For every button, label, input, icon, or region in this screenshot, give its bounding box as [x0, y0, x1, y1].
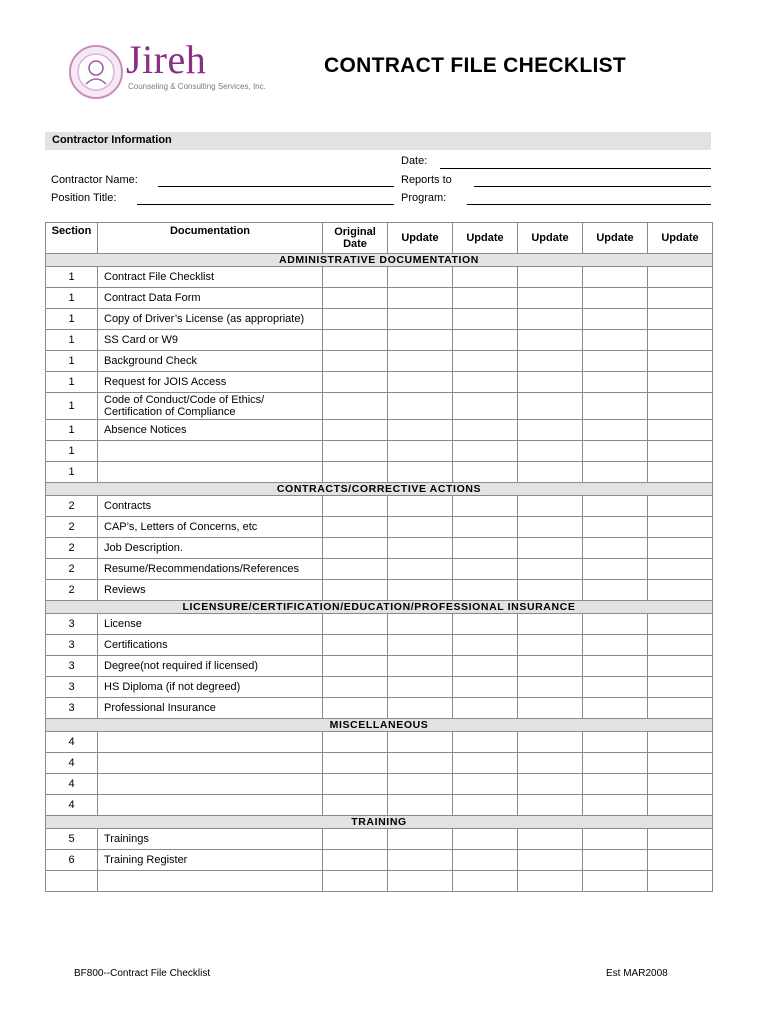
- original-date-cell[interactable]: [323, 656, 388, 677]
- update-cell-5[interactable]: [648, 829, 713, 850]
- update-cell-5[interactable]: [648, 288, 713, 309]
- update-cell-2[interactable]: [453, 871, 518, 892]
- update-cell-4[interactable]: [583, 871, 648, 892]
- table-row: [46, 393, 713, 420]
- update-cell-5[interactable]: [648, 330, 713, 351]
- update-cell-5[interactable]: [648, 517, 713, 538]
- update-cell-3[interactable]: [518, 614, 583, 635]
- logo-seal-icon: [68, 44, 124, 100]
- section-cell: 1: [46, 267, 98, 288]
- table-row: [46, 871, 713, 892]
- update-cell-5[interactable]: [648, 614, 713, 635]
- update-cell-2[interactable]: [453, 351, 518, 372]
- update-cell-3[interactable]: [518, 496, 583, 517]
- update-cell-1[interactable]: [388, 372, 453, 393]
- original-date-cell[interactable]: [323, 614, 388, 635]
- table-row: [46, 774, 713, 795]
- section-cell: 4: [46, 732, 98, 753]
- section-cell: 1: [46, 372, 98, 393]
- update-cell-1[interactable]: [388, 732, 453, 753]
- documentation-cell: HS Diploma (if not degreed): [98, 677, 323, 698]
- update-cell-3[interactable]: [518, 850, 583, 871]
- update-cell-4[interactable]: [583, 517, 648, 538]
- documentation-cell: Resume/Recommendations/References: [98, 559, 323, 580]
- group-header-row: [46, 719, 713, 732]
- update-cell-4[interactable]: [583, 635, 648, 656]
- update-cell-1[interactable]: [388, 829, 453, 850]
- documentation-cell: [98, 753, 323, 774]
- table-row: [46, 850, 713, 871]
- page-title: CONTRACT FILE CHECKLIST: [324, 54, 627, 77]
- original-date-cell[interactable]: [323, 441, 388, 462]
- update-cell-2[interactable]: [453, 288, 518, 309]
- section-cell: 4: [46, 774, 98, 795]
- original-date-cell[interactable]: [323, 517, 388, 538]
- company-logo: [68, 37, 268, 102]
- update-cell-1[interactable]: [388, 330, 453, 351]
- update-cell-3[interactable]: [518, 393, 583, 420]
- documentation-cell: Reviews: [98, 580, 323, 601]
- update-cell-1[interactable]: [388, 288, 453, 309]
- update-cell-3[interactable]: [518, 351, 583, 372]
- contractor-name-field[interactable]: [158, 186, 394, 187]
- update-cell-2[interactable]: [453, 420, 518, 441]
- documentation-cell: [98, 462, 323, 483]
- update-cell-5[interactable]: [648, 267, 713, 288]
- update-cell-4[interactable]: [583, 559, 648, 580]
- section-cell: 4: [46, 795, 98, 816]
- table-header-row: [46, 223, 713, 254]
- update-cell-1[interactable]: [388, 267, 453, 288]
- section-cell: 2: [46, 559, 98, 580]
- column-header-original-date: Original Date: [323, 223, 388, 254]
- update-cell-5[interactable]: [648, 774, 713, 795]
- update-cell-5[interactable]: [648, 753, 713, 774]
- documentation-cell: Training Register: [98, 850, 323, 871]
- update-cell-4[interactable]: [583, 698, 648, 719]
- section-cell: 1: [46, 393, 98, 420]
- documentation-cell: Copy of Driver’s License (as appropriate): [98, 309, 323, 330]
- documentation-cell: [98, 441, 323, 462]
- documentation-cell: License: [98, 614, 323, 635]
- documentation-cell: [98, 795, 323, 816]
- documentation-cell: Degree(not required if licensed): [98, 656, 323, 677]
- update-cell-1[interactable]: [388, 850, 453, 871]
- table-row: [46, 656, 713, 677]
- update-cell-5[interactable]: [648, 677, 713, 698]
- update-cell-1[interactable]: [388, 462, 453, 483]
- table-row: [46, 372, 713, 393]
- update-cell-5[interactable]: [648, 393, 713, 420]
- update-cell-1[interactable]: [388, 441, 453, 462]
- position-title-field[interactable]: [137, 204, 394, 205]
- documentation-cell: Trainings: [98, 829, 323, 850]
- update-cell-3[interactable]: [518, 635, 583, 656]
- update-cell-4[interactable]: [583, 420, 648, 441]
- table-row: [46, 580, 713, 601]
- update-cell-1[interactable]: [388, 656, 453, 677]
- section-cell: 3: [46, 614, 98, 635]
- original-date-cell[interactable]: [323, 850, 388, 871]
- contractor-info-heading: Contractor Information: [52, 134, 172, 146]
- section-cell: 2: [46, 496, 98, 517]
- update-cell-2[interactable]: [453, 309, 518, 330]
- update-cell-4[interactable]: [583, 393, 648, 420]
- table-row: [46, 538, 713, 559]
- section-cell: 2: [46, 538, 98, 559]
- column-header-section: Section: [46, 223, 98, 254]
- section-cell: 5: [46, 829, 98, 850]
- update-cell-3[interactable]: [518, 309, 583, 330]
- table-row: [46, 267, 713, 288]
- group-header-row: [46, 601, 713, 614]
- section-cell: 1: [46, 420, 98, 441]
- update-cell-4[interactable]: [583, 309, 648, 330]
- original-date-cell[interactable]: [323, 732, 388, 753]
- table-row: [46, 559, 713, 580]
- update-cell-2[interactable]: [453, 677, 518, 698]
- group-title: TRAINING: [46, 816, 713, 829]
- original-date-cell[interactable]: [323, 829, 388, 850]
- update-cell-2[interactable]: [453, 580, 518, 601]
- update-cell-5[interactable]: [648, 559, 713, 580]
- update-cell-1[interactable]: [388, 698, 453, 719]
- update-cell-1[interactable]: [388, 538, 453, 559]
- update-cell-5[interactable]: [648, 538, 713, 559]
- form-id: BF800--Contract File Checklist: [74, 968, 211, 979]
- original-date-cell[interactable]: [323, 309, 388, 330]
- original-date-cell[interactable]: [323, 635, 388, 656]
- update-cell-5[interactable]: [648, 441, 713, 462]
- update-cell-3[interactable]: [518, 580, 583, 601]
- group-header-row: [46, 483, 713, 496]
- table-row: [46, 420, 713, 441]
- update-cell-1[interactable]: [388, 496, 453, 517]
- table-row: [46, 309, 713, 330]
- section-cell: 1: [46, 330, 98, 351]
- group-title: ADMINISTRATIVE DOCUMENTATION: [46, 254, 713, 267]
- update-cell-3[interactable]: [518, 698, 583, 719]
- position-title-label: Position Title:: [51, 192, 117, 204]
- update-cell-1[interactable]: [388, 420, 453, 441]
- column-header-update-4: Update: [583, 223, 648, 254]
- column-header-update-3: Update: [518, 223, 583, 254]
- update-cell-1[interactable]: [388, 753, 453, 774]
- update-cell-3[interactable]: [518, 330, 583, 351]
- update-cell-4[interactable]: [583, 732, 648, 753]
- update-cell-4[interactable]: [583, 538, 648, 559]
- update-cell-2[interactable]: [453, 795, 518, 816]
- update-cell-2[interactable]: [453, 753, 518, 774]
- reports-to-field[interactable]: [474, 186, 711, 187]
- section-cell: 3: [46, 635, 98, 656]
- update-cell-2[interactable]: [453, 538, 518, 559]
- update-cell-3[interactable]: [518, 871, 583, 892]
- documentation-cell: Contracts: [98, 496, 323, 517]
- table-row: [46, 441, 713, 462]
- update-cell-4[interactable]: [583, 351, 648, 372]
- section-cell: [46, 871, 98, 892]
- update-cell-1[interactable]: [388, 517, 453, 538]
- update-cell-4[interactable]: [583, 372, 648, 393]
- update-cell-2[interactable]: [453, 330, 518, 351]
- checklist-body: [46, 254, 713, 892]
- documentation-cell: [98, 732, 323, 753]
- update-cell-4[interactable]: [583, 330, 648, 351]
- date-label: Date:: [401, 155, 428, 167]
- contractor-info-header: [45, 132, 711, 150]
- update-cell-1[interactable]: [388, 580, 453, 601]
- update-cell-3[interactable]: [518, 559, 583, 580]
- original-date-cell[interactable]: [323, 372, 388, 393]
- update-cell-4[interactable]: [583, 850, 648, 871]
- table-row: [46, 829, 713, 850]
- update-cell-2[interactable]: [453, 517, 518, 538]
- update-cell-4[interactable]: [583, 677, 648, 698]
- update-cell-5[interactable]: [648, 462, 713, 483]
- table-row: [46, 462, 713, 483]
- update-cell-2[interactable]: [453, 829, 518, 850]
- table-row: [46, 795, 713, 816]
- program-field[interactable]: [467, 204, 711, 205]
- documentation-cell: SS Card or W9: [98, 330, 323, 351]
- update-cell-3[interactable]: [518, 774, 583, 795]
- column-header-update-5: Update: [648, 223, 713, 254]
- group-title: CONTRACTS/CORRECTIVE ACTIONS: [46, 483, 713, 496]
- column-header-update-1: Update: [388, 223, 453, 254]
- logo-wordmark: Jireh: [126, 37, 207, 82]
- table-row: [46, 330, 713, 351]
- original-date-cell[interactable]: [323, 559, 388, 580]
- contractor-name-label: Contractor Name:: [51, 174, 138, 186]
- program-label: Program:: [401, 192, 447, 204]
- original-date-cell[interactable]: [323, 871, 388, 892]
- update-cell-4[interactable]: [583, 774, 648, 795]
- update-cell-5[interactable]: [648, 795, 713, 816]
- table-row: [46, 753, 713, 774]
- update-cell-5[interactable]: [648, 656, 713, 677]
- update-cell-5[interactable]: [648, 496, 713, 517]
- update-cell-5[interactable]: [648, 580, 713, 601]
- section-cell: 3: [46, 698, 98, 719]
- section-cell: 1: [46, 288, 98, 309]
- documentation-cell: Absence Notices: [98, 420, 323, 441]
- documentation-cell: Code of Conduct/Code of Ethics/ Certification of Compliance: [98, 393, 323, 420]
- update-cell-2[interactable]: [453, 393, 518, 420]
- documentation-cell: Certifications: [98, 635, 323, 656]
- update-cell-4[interactable]: [583, 441, 648, 462]
- section-cell: 1: [46, 441, 98, 462]
- update-cell-2[interactable]: [453, 774, 518, 795]
- table-row: [46, 351, 713, 372]
- column-header-documentation: Documentation: [98, 223, 323, 254]
- update-cell-3[interactable]: [518, 288, 583, 309]
- original-date-cell[interactable]: [323, 698, 388, 719]
- table-row: [46, 732, 713, 753]
- update-cell-2[interactable]: [453, 732, 518, 753]
- update-cell-3[interactable]: [518, 441, 583, 462]
- update-cell-3[interactable]: [518, 267, 583, 288]
- update-cell-2[interactable]: [453, 635, 518, 656]
- table-row: [46, 496, 713, 517]
- documentation-cell: [98, 871, 323, 892]
- update-cell-3[interactable]: [518, 829, 583, 850]
- original-date-cell[interactable]: [323, 267, 388, 288]
- update-cell-1[interactable]: [388, 774, 453, 795]
- original-date-cell[interactable]: [323, 462, 388, 483]
- update-cell-3[interactable]: [518, 732, 583, 753]
- update-cell-1[interactable]: [388, 309, 453, 330]
- update-cell-3[interactable]: [518, 462, 583, 483]
- original-date-cell[interactable]: [323, 288, 388, 309]
- update-cell-4[interactable]: [583, 288, 648, 309]
- original-date-cell[interactable]: [323, 580, 388, 601]
- update-cell-1[interactable]: [388, 351, 453, 372]
- update-cell-5[interactable]: [648, 850, 713, 871]
- original-date-cell[interactable]: [323, 753, 388, 774]
- update-cell-4[interactable]: [583, 795, 648, 816]
- original-date-cell[interactable]: [323, 538, 388, 559]
- documentation-cell: Contract Data Form: [98, 288, 323, 309]
- update-cell-4[interactable]: [583, 462, 648, 483]
- update-cell-4[interactable]: [583, 614, 648, 635]
- update-cell-4[interactable]: [583, 580, 648, 601]
- update-cell-2[interactable]: [453, 462, 518, 483]
- update-cell-4[interactable]: [583, 267, 648, 288]
- documentation-cell: Background Check: [98, 351, 323, 372]
- update-cell-1[interactable]: [388, 677, 453, 698]
- original-date-cell[interactable]: [323, 330, 388, 351]
- section-cell: 4: [46, 753, 98, 774]
- update-cell-4[interactable]: [583, 496, 648, 517]
- update-cell-3[interactable]: [518, 795, 583, 816]
- group-title: LICENSURE/CERTIFICATION/EDUCATION/PROFESSIONAL INSURANCE: [46, 601, 713, 614]
- update-cell-5[interactable]: [648, 372, 713, 393]
- update-cell-1[interactable]: [388, 871, 453, 892]
- update-cell-2[interactable]: [453, 267, 518, 288]
- table-row: [46, 698, 713, 719]
- update-cell-5[interactable]: [648, 420, 713, 441]
- group-header-row: [46, 816, 713, 829]
- checklist-table: [45, 222, 713, 892]
- original-date-cell[interactable]: [323, 774, 388, 795]
- section-cell: 1: [46, 309, 98, 330]
- update-cell-2[interactable]: [453, 372, 518, 393]
- section-cell: 6: [46, 850, 98, 871]
- update-cell-3[interactable]: [518, 656, 583, 677]
- documentation-cell: CAP’s, Letters of Concerns, etc: [98, 517, 323, 538]
- update-cell-5[interactable]: [648, 635, 713, 656]
- date-field[interactable]: [440, 168, 711, 169]
- update-cell-3[interactable]: [518, 753, 583, 774]
- original-date-cell[interactable]: [323, 420, 388, 441]
- section-cell: 2: [46, 580, 98, 601]
- column-header-update-2: Update: [453, 223, 518, 254]
- section-cell: 2: [46, 517, 98, 538]
- documentation-cell: [98, 774, 323, 795]
- original-date-cell[interactable]: [323, 351, 388, 372]
- table-row: [46, 677, 713, 698]
- table-row: [46, 517, 713, 538]
- update-cell-3[interactable]: [518, 372, 583, 393]
- update-cell-2[interactable]: [453, 441, 518, 462]
- update-cell-4[interactable]: [583, 656, 648, 677]
- update-cell-3[interactable]: [518, 517, 583, 538]
- group-title: MISCELLANEOUS: [46, 719, 713, 732]
- update-cell-2[interactable]: [453, 698, 518, 719]
- update-cell-3[interactable]: [518, 538, 583, 559]
- update-cell-1[interactable]: [388, 614, 453, 635]
- section-cell: 1: [46, 351, 98, 372]
- update-cell-3[interactable]: [518, 677, 583, 698]
- update-cell-5[interactable]: [648, 698, 713, 719]
- update-cell-5[interactable]: [648, 732, 713, 753]
- section-cell: 3: [46, 677, 98, 698]
- documentation-cell: Contract File Checklist: [98, 267, 323, 288]
- original-date-cell[interactable]: [323, 393, 388, 420]
- documentation-cell: Request for JOIS Access: [98, 372, 323, 393]
- update-cell-1[interactable]: [388, 795, 453, 816]
- update-cell-2[interactable]: [453, 656, 518, 677]
- update-cell-5[interactable]: [648, 309, 713, 330]
- table-row: [46, 614, 713, 635]
- update-cell-5[interactable]: [648, 871, 713, 892]
- update-cell-2[interactable]: [453, 850, 518, 871]
- update-cell-2[interactable]: [453, 559, 518, 580]
- section-cell: 1: [46, 462, 98, 483]
- original-date-cell[interactable]: [323, 795, 388, 816]
- group-header-row: [46, 254, 713, 267]
- update-cell-1[interactable]: [388, 635, 453, 656]
- update-cell-4[interactable]: [583, 829, 648, 850]
- update-cell-4[interactable]: [583, 753, 648, 774]
- original-date-cell[interactable]: [323, 496, 388, 517]
- reports-to-label: Reports to: [401, 174, 452, 186]
- established-date: Est MAR2008: [606, 968, 668, 979]
- update-cell-1[interactable]: [388, 559, 453, 580]
- documentation-cell: Professional Insurance: [98, 698, 323, 719]
- table-row: [46, 635, 713, 656]
- table-row: [46, 288, 713, 309]
- update-cell-1[interactable]: [388, 393, 453, 420]
- update-cell-2[interactable]: [453, 614, 518, 635]
- documentation-cell: Job Description.: [98, 538, 323, 559]
- logo-tagline: Counseling & Consulting Services, Inc.: [128, 82, 266, 91]
- update-cell-3[interactable]: [518, 420, 583, 441]
- update-cell-2[interactable]: [453, 496, 518, 517]
- section-cell: 3: [46, 656, 98, 677]
- update-cell-5[interactable]: [648, 351, 713, 372]
- original-date-cell[interactable]: [323, 677, 388, 698]
